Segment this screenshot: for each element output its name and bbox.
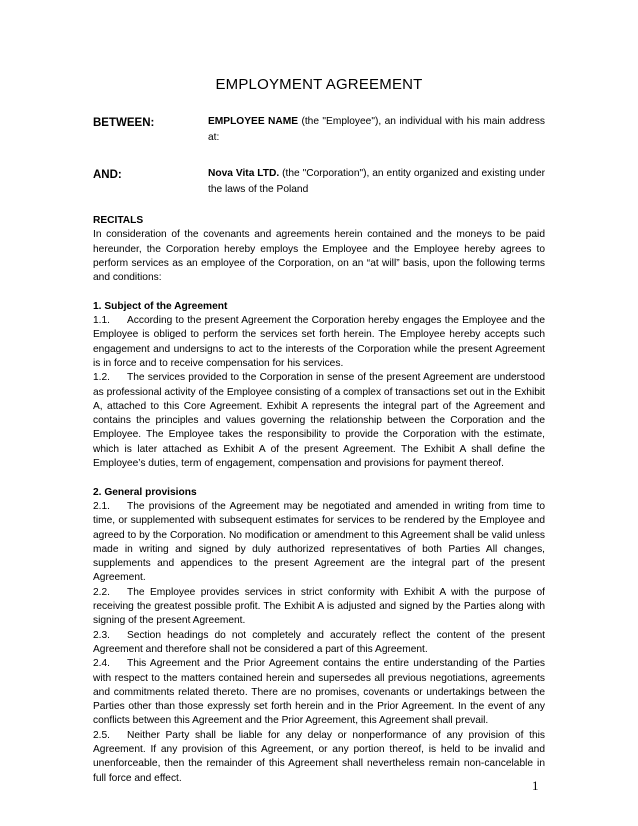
party-text-between (208, 114, 545, 146)
clause-text: Section headings do not completely and accurately reflect the content of the present Agreement and therefore shall not be considered a part of this Agreement. (93, 629, 545, 655)
clause-2-4 (93, 657, 545, 728)
clause-number: 2.2. (93, 586, 110, 598)
clause-text: The services provided to the Corporation in sense of the present Agreement are understood as professional activity of the Employee consisting of a complex of transactions set out in the Exhibit A, attached to this Core Agreement. Exhibit A represents the integral part of the Agreement and contains the principles and values governing the relationship between the Corporation and the Employee. The Employee takes the responsibility to provide the Corporation with the estimate, which is later attached as Exhibit A of the present Agreement. The Exhibit A shall define the Employee’s duties, term of engagement, compensation and provisions for payment thereof. (93, 372, 545, 470)
clause-2-2 (93, 586, 545, 629)
clause-2-1 (93, 500, 545, 586)
party-description-corporation: (the "Corporation"), an entity organized and existing under the laws of the Poland (208, 168, 546, 195)
page-number: 1 (532, 778, 539, 793)
clause-1-1 (93, 314, 545, 371)
section-heading-subject: 1. Subject of the Agreement (93, 300, 228, 312)
recitals-heading: RECITALS (93, 215, 144, 226)
clause-number: 2.3. (93, 629, 110, 641)
clause-1-2 (93, 371, 545, 471)
clause-text: According to the present Agreement the Corporation hereby engages the Employee and the Employee is obliged to perform the services set forth herein. The Employee hereby accepts such engagement and undersigns to act to the interests of the Corporation while the present Agreement is in force and to receive compensation for his services. (93, 315, 545, 369)
clause-text: The Employee provides services in strict conformity with Exhibit A with the purpose of receiving the greatest possible profit. The Exhibit A is adjusted and signed by the Parties along with signing of the present Agreement. (93, 586, 545, 627)
party-text-and (208, 166, 545, 198)
clause-2-5 (93, 729, 545, 786)
clause-text: This Agreement and the Prior Agreement contains the entire understanding of the Parties with respect to the matters contained herein and supersedes all previous negotiations, agreements and commitments related thereto. There are no promises, covenants or undertakings between the Parties other than those expressly set forth herein and in the Prior Agreement. In the event of any conflicts between this Agreement and the Prior Agreement, this Agreement shall prevail. (93, 658, 545, 727)
party-label-and: AND: (93, 169, 122, 181)
clause-number: 2.4. (93, 658, 110, 670)
recitals-text: In consideration of the covenants and agreements herein contained and the moneys to be paid hereunder, the Corporation hereby employs the Employee and the Employee hereby agrees to perform services as an employee of the Corporation, on an “at will” basis, upon the following terms and conditions: (93, 229, 545, 284)
clause-number: 1.1. (93, 315, 110, 327)
party-label-between: BETWEEN: (93, 117, 155, 129)
clause-number: 2.1. (93, 500, 110, 512)
document-body (93, 214, 545, 786)
clause-number: 2.5. (93, 729, 110, 741)
party-name-employee: EMPLOYEE NAME (208, 116, 299, 127)
clause-2-3 (93, 629, 545, 658)
clause-text: Neither Party shall be liable for any delay or nonperformance of any provision of this Agreement. If any provision of this Agreement, or any portion thereof, is held to be invalid and unenforceable, then the remainder of this Agreement shall nevertheless remain non-cancelable in full force and effect. (93, 729, 545, 784)
clause-number: 1.2. (93, 372, 110, 384)
party-name-corporation: Nova Vita LTD. (208, 168, 280, 179)
section-heading-general: 2. General provisions (93, 486, 197, 498)
party-description-employee: (the "Employee"), an individual with his main address at: (208, 116, 545, 143)
document-title: EMPLOYMENT AGREEMENT (215, 76, 423, 93)
clause-text: The provisions of the Agreement may be negotiated and amended in writing from time to time, or supplemented with subsequent estimates for services to be rendered by the Employee and agreed to by the Corporation. No modification or amendment to this Agreement shall be valid unless made in writing and signed by duly authorized representatives of both Parties All changes, supplements and appendices to the present Agreement are the integral part of the present Agreement. (93, 500, 545, 584)
